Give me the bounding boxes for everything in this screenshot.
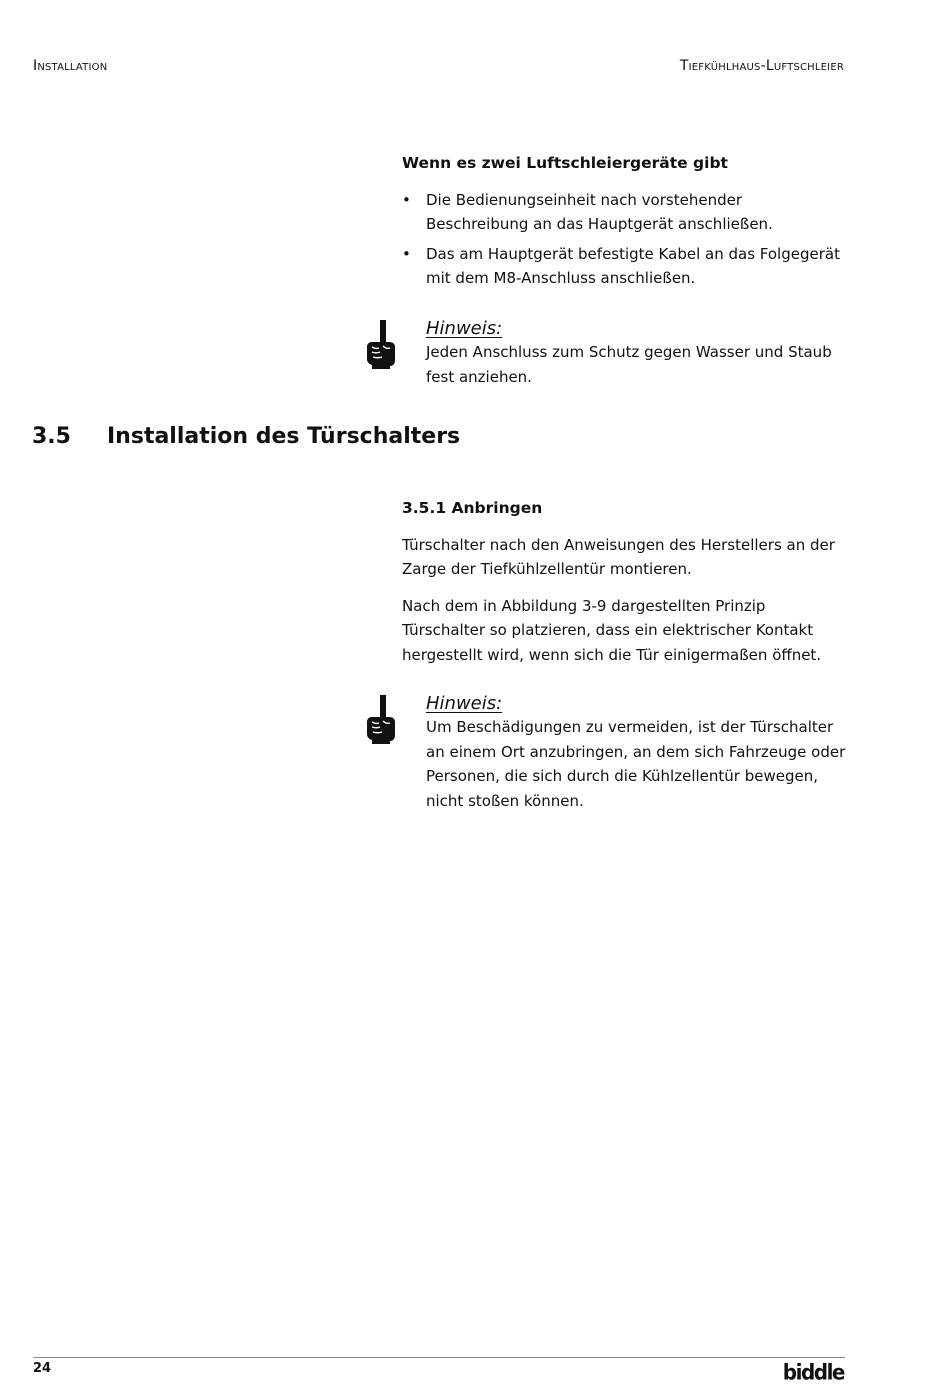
page-number: 24 <box>33 1361 52 1376</box>
section-number: 3.5 <box>32 424 71 449</box>
section-heading <box>32 424 460 449</box>
note-title: Hinweis: <box>426 693 503 714</box>
paragraph: Nach dem in Abbildung 3-9 dargestellten Prinzip Türschalter so platzieren, dass ein elektrischer Kontakt hergestellt wird, wenn sich die Tür einigermaßen öffnet. <box>402 596 822 664</box>
pointing-hand-icon <box>365 693 399 745</box>
section-title: Installation des Türschalters <box>107 424 461 449</box>
note-title: Hinweis: <box>426 318 503 339</box>
list-item-text: Die Bedienungseinheit nach vorstehender Beschreibung an das Hauptgerät anschließen. <box>426 190 773 233</box>
note-text: Um Beschädigungen zu vermeiden, ist der Türschalter an einem Ort anzubringen, an dem sich Fahrzeuge oder Personen, die sich durch die Kühlzellentür bewegen, nicht stoßen können. <box>426 718 846 810</box>
note-body-1 <box>426 318 847 389</box>
two-units-heading: Wenn es zwei Luftschleiergeräte gibt <box>402 154 728 172</box>
note-body-2 <box>426 693 847 813</box>
two-units-block <box>402 151 847 296</box>
paragraph: Türschalter nach den Anweisungen des Herstellers an der Zarge der Tiefkühlzellentür montieren. <box>402 535 835 578</box>
note-text: Jeden Anschluss zum Schutz gegen Wasser und Staub fest anziehen. <box>426 343 832 386</box>
mounting-subsection <box>402 496 847 667</box>
subsection-heading: 3.5.1 Anbringen <box>402 499 543 517</box>
list-item <box>402 242 847 291</box>
connection-steps-list <box>402 188 847 291</box>
list-item-text: Das am Hauptgerät befestigte Kabel an das Folgegerät mit dem M8-Anschluss anschließen. <box>426 244 840 287</box>
running-header-left: Installation <box>33 58 108 74</box>
list-item <box>402 188 847 237</box>
pointing-hand-icon <box>365 318 399 370</box>
bullet-mark: • <box>402 244 411 263</box>
biddle-logo: biddle <box>782 1359 844 1385</box>
footer-rule <box>33 1357 845 1358</box>
running-header-right: Tiefkühlhaus-Luftschleier <box>679 58 844 74</box>
bullet-mark: • <box>402 190 411 209</box>
